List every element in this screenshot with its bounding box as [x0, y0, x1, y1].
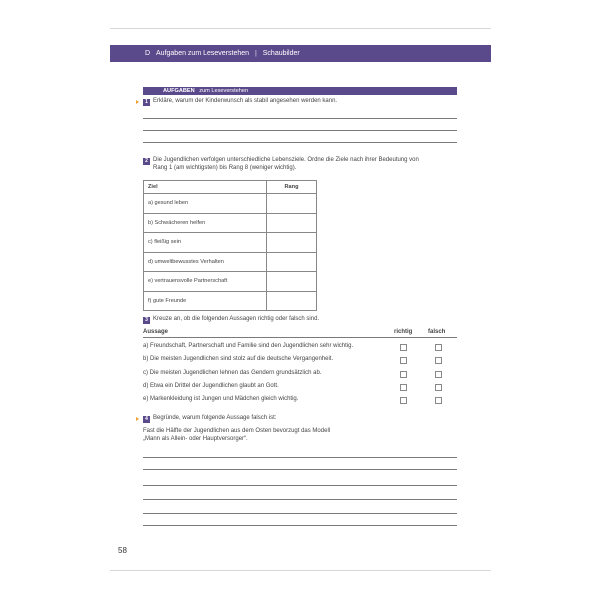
task-number-badge: 1: [143, 99, 150, 106]
goal-cell: a) gesund leben: [144, 194, 267, 214]
goal-cell: e) vertrauensvolle Partnerschaft: [144, 272, 267, 292]
section-sublabel: zum Leseverstehen: [199, 88, 249, 94]
answer-line[interactable]: [143, 499, 457, 500]
chapter-subtitle: Schaubilder: [262, 50, 300, 57]
task-number-badge: 4: [143, 416, 150, 423]
table-row: [144, 213, 317, 233]
task-4-text: Begründe, warum folgende Aussage falsch ist:: [153, 415, 277, 421]
rank-input-cell[interactable]: [267, 213, 317, 233]
task-2-text-line1: Die Jugendlichen verfolgen unterschiedliche Lebensziele. Ordne die Ziele nach ihrer Bedeutung von: [153, 157, 419, 163]
chapter-number: D: [145, 50, 151, 57]
true-checkbox[interactable]: [400, 344, 407, 351]
statement-c: c) Die meisten Jugendlichen lehnen das Gendern grundsätzlich ab.: [143, 370, 322, 376]
section-header: [143, 87, 457, 95]
true-column-header: richtig: [394, 329, 413, 335]
statement-e: e) Markenkleidung ist Jungen und Mädchen gleich wichtig.: [143, 396, 299, 402]
section-label: AUFGABEN: [163, 88, 195, 94]
table-header-row: [144, 181, 317, 194]
chapter-title: Aufgaben zum Leseverstehen: [156, 50, 250, 57]
table-row: [144, 194, 317, 214]
chapter-header: [110, 45, 491, 62]
answer-line[interactable]: [143, 130, 457, 131]
table-row: [144, 291, 317, 311]
answer-line[interactable]: [143, 142, 457, 143]
false-checkbox[interactable]: [435, 357, 442, 364]
task-number-badge: 2: [143, 158, 150, 165]
arrow-icon: [136, 417, 139, 421]
task-number-badge: 3: [143, 317, 150, 324]
goal-cell: c) fleißig sein: [144, 233, 267, 253]
goal-cell: b) Schwächeren helfen: [144, 213, 267, 233]
statement-column-header: Aussage: [143, 329, 169, 335]
false-checkbox[interactable]: [435, 344, 442, 351]
false-column-header: falsch: [428, 329, 446, 335]
table-row: [144, 252, 317, 272]
answer-line[interactable]: [143, 525, 457, 526]
false-checkbox[interactable]: [435, 384, 442, 391]
task-1-text: Erkläre, warum der Kinderwunsch als stabil angesehen werden kann.: [153, 98, 338, 104]
answer-line[interactable]: [143, 118, 457, 119]
header-divider: [143, 337, 457, 338]
statement-a: a) Freundschaft, Partnerschaft und Familie sind den Jugendlichen sehr wichtig.: [143, 343, 354, 349]
true-checkbox[interactable]: [400, 397, 407, 404]
task-4-statement-line2: „Mann als Allein- oder Hauptversorger“.: [143, 436, 248, 442]
answer-line[interactable]: [143, 469, 457, 470]
table-row: [144, 272, 317, 292]
page-number: 58: [118, 546, 127, 555]
false-checkbox[interactable]: [435, 371, 442, 378]
statement-b: b) Die meisten Jugendlichen sind stolz auf die deutsche Vergangenheit.: [143, 356, 334, 362]
answer-line[interactable]: [143, 513, 457, 514]
goal-column-header: Ziel: [144, 181, 267, 194]
rank-input-cell[interactable]: [267, 252, 317, 272]
task-4-statement-line1: Fast die Hälfte der Jugendlichen aus dem Osten bevorzugt das Modell: [143, 428, 331, 434]
goal-cell: f) gute Freunde: [144, 291, 267, 311]
task-2-text-line2: Rang 1 (am wichtigsten) bis Rang 8 (weniger wichtig).: [153, 165, 297, 171]
true-checkbox[interactable]: [400, 384, 407, 391]
true-checkbox[interactable]: [400, 371, 407, 378]
goals-table: [143, 180, 317, 311]
rank-input-cell[interactable]: [267, 291, 317, 311]
true-checkbox[interactable]: [400, 357, 407, 364]
rank-column-header: Rang: [267, 181, 317, 194]
false-checkbox[interactable]: [435, 397, 442, 404]
rank-input-cell[interactable]: [267, 194, 317, 214]
workbook-page: [110, 28, 491, 571]
arrow-icon: [136, 100, 139, 104]
rank-input-cell[interactable]: [267, 233, 317, 253]
answer-line[interactable]: [143, 485, 457, 486]
task-3-text: Kreuze an, ob die folgenden Aussagen richtig oder falsch sind.: [153, 316, 320, 322]
goal-cell: d) umweltbewusstes Verhalten: [144, 252, 267, 272]
statement-d: d) Etwa ein Drittel der Jugendlichen glaubt an Gott.: [143, 383, 279, 389]
header-separator: |: [254, 50, 257, 57]
answer-line[interactable]: [143, 457, 457, 458]
rank-input-cell[interactable]: [267, 272, 317, 292]
table-row: [144, 233, 317, 253]
